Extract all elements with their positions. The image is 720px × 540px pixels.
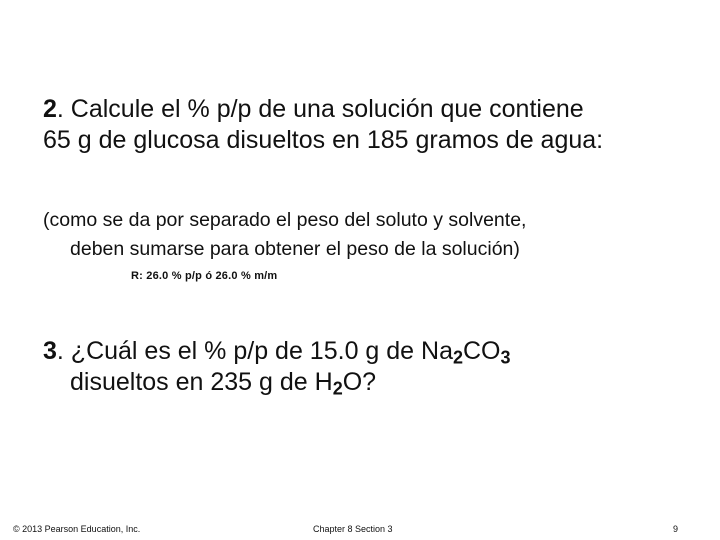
- note-line-2: deben sumarse para obtener el peso de la solución): [70, 238, 520, 260]
- question-3: [43, 336, 703, 398]
- subscript-h: 2: [332, 378, 343, 399]
- question-3-text-c: disueltos en 235 g de H: [70, 368, 333, 396]
- question-3-text-b: CO: [463, 337, 501, 365]
- footer-copyright: © 2013 Pearson Education, Inc.: [13, 524, 141, 534]
- question-3-text-a: . ¿Cuál es el % p/p de 15.0 g de Na: [56, 337, 453, 365]
- question-2-line-1: . Calcule el % p/p de una solución que contiene: [56, 95, 584, 123]
- subscript-co: 3: [500, 347, 511, 368]
- explanation-note: [43, 206, 683, 264]
- footer-page-number: 9: [673, 524, 679, 534]
- question-2: [43, 94, 703, 156]
- footer-chapter: Chapter 8 Section 3: [313, 524, 393, 534]
- answer-text: R: 26.0 % p/p ó 26.0 % m/m: [131, 270, 278, 282]
- note-line-1: (como se da por separado el peso del soluto y solvente,: [43, 209, 527, 231]
- subscript-na: 2: [452, 347, 463, 368]
- question-3-text-d: O?: [342, 368, 377, 396]
- question-3-line-2: [43, 367, 703, 398]
- question-2-number: 2: [43, 95, 57, 123]
- question-3-number: 3: [43, 337, 57, 365]
- question-2-line-2: 65 g de glucosa disueltos en 185 gramos de agua:: [43, 126, 604, 154]
